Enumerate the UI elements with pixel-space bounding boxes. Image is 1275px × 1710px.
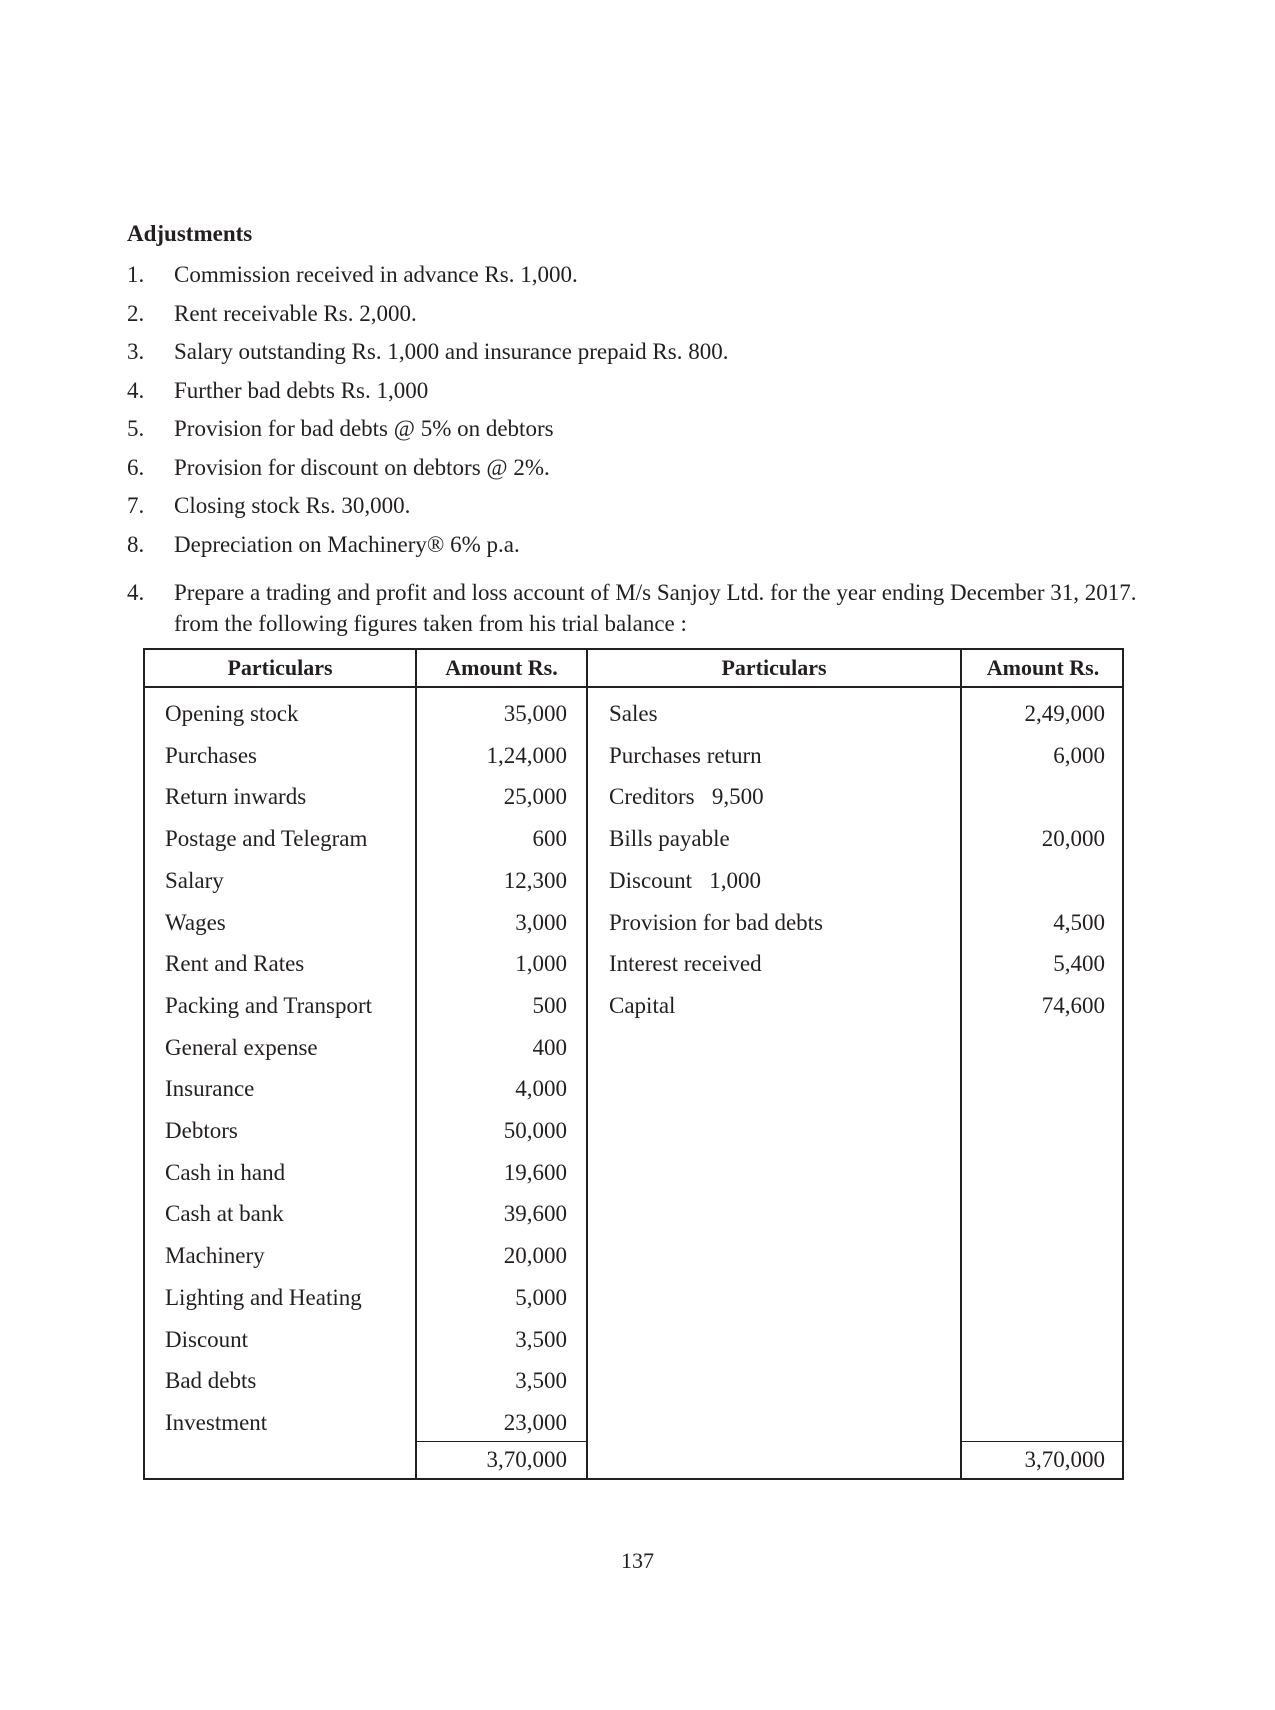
- item-text: Salary outstanding Rs. 1,000 and insurance prepaid Rs. 800.: [174, 339, 729, 364]
- right-row-label: Interest received: [609, 951, 762, 977]
- list-item: [127, 374, 1127, 413]
- left-row-label: Insurance: [165, 1076, 255, 1102]
- total-rule-left: [417, 1441, 586, 1442]
- list-item: [127, 335, 1127, 374]
- right-row-label: Sales: [609, 701, 658, 726]
- left-total: 3,70,000: [486, 1447, 567, 1472]
- left-row-label: Debtors: [165, 1118, 238, 1143]
- right-row-amount: 20,000: [1041, 826, 1105, 852]
- right-row-label: Purchases return: [609, 742, 762, 768]
- list-item: [127, 297, 1127, 336]
- item-number: 8.: [127, 531, 145, 557]
- left-row-label: Opening stock: [165, 701, 299, 726]
- adjustments-list: [127, 258, 1127, 566]
- column-divider: [960, 650, 962, 1478]
- adjustments-heading: Adjustments: [127, 221, 253, 246]
- left-row-amount: 1,000: [515, 951, 567, 977]
- list-item: [127, 489, 1127, 528]
- left-row-label: Packing and Transport: [165, 992, 372, 1018]
- item-number: 2.: [127, 300, 145, 326]
- left-row-amount: 3,500: [515, 1368, 567, 1394]
- left-row-label: Return inwards: [165, 784, 307, 810]
- item-text: Commission received in advance Rs. 1,000.: [174, 262, 578, 287]
- left-row-label: Lighting and Heating: [165, 1284, 362, 1310]
- left-row-amount: 19,600: [503, 1159, 567, 1185]
- page-number: 137: [621, 1548, 654, 1573]
- list-item: [127, 412, 1127, 451]
- left-row-label: Cash in hand: [165, 1159, 286, 1185]
- left-row-amount: 400: [532, 1034, 567, 1060]
- item-number: 3.: [127, 339, 145, 364]
- item-number: 6.: [127, 454, 145, 480]
- item-text: Depreciation on Machinery® 6% p.a.: [174, 531, 520, 557]
- left-row-label: Machinery: [165, 1243, 265, 1269]
- left-row-amount: 3,500: [515, 1326, 567, 1352]
- right-row-amount: 4,500: [1053, 909, 1105, 935]
- left-row-label: General expense: [165, 1034, 318, 1060]
- left-row-label: Wages: [165, 909, 226, 935]
- item-number: 5.: [127, 416, 145, 441]
- right-row-label: Capital: [609, 992, 676, 1018]
- question-text: Prepare a trading and profit and loss account of M/s Sanjoy Ltd. for the year ending December 31, 2017. from the following figures taken from his trial balance :: [174, 580, 1137, 636]
- left-row-label: Postage and Telegram: [165, 826, 368, 852]
- left-row-amount: 35,000: [503, 701, 567, 726]
- list-item: [127, 528, 1127, 567]
- right-row-amount: 74,600: [1041, 992, 1105, 1018]
- right-total: 3,70,000: [1024, 1447, 1105, 1472]
- left-row-label: Purchases: [165, 742, 257, 768]
- header-particulars-right: Particulars: [721, 655, 827, 680]
- left-row-amount: 3,000: [515, 909, 567, 935]
- question-number: 4.: [127, 580, 145, 605]
- left-row-amount: 12,300: [503, 867, 567, 893]
- left-row-amount: 25,000: [503, 784, 567, 810]
- item-text: Provision for bad debts @ 5% on debtors: [174, 416, 554, 441]
- total-rule-right: [962, 1441, 1124, 1442]
- left-row-label: Discount: [165, 1326, 249, 1352]
- list-item: [127, 258, 1127, 297]
- right-row-label: Creditors 9,500: [609, 784, 764, 810]
- left-row-amount: 39,600: [503, 1201, 567, 1227]
- left-row-amount: 23,000: [503, 1409, 567, 1435]
- right-row-label: Provision for bad debts: [609, 909, 824, 935]
- header-particulars-left: Particulars: [227, 655, 333, 680]
- item-number: 4.: [127, 377, 145, 403]
- left-row-amount: 600: [532, 826, 567, 852]
- item-text: Closing stock Rs. 30,000.: [174, 493, 411, 518]
- left-row-label: Bad debts: [165, 1368, 257, 1394]
- column-divider: [586, 650, 588, 1478]
- right-row-amount: 2,49,000: [1024, 701, 1105, 726]
- left-row-label: Salary: [165, 867, 224, 893]
- item-text: Rent receivable Rs. 2,000.: [174, 300, 417, 326]
- right-row-label: Bills payable: [609, 826, 730, 852]
- left-row-amount: 4,000: [515, 1076, 567, 1102]
- left-row-amount: 500: [532, 992, 567, 1018]
- list-item: [127, 451, 1127, 490]
- left-row-amount: 50,000: [503, 1118, 567, 1143]
- trial-balance-table: [143, 648, 1124, 1480]
- header-divider: [145, 686, 1122, 688]
- right-row-label: Discount 1,000: [609, 867, 762, 893]
- item-number: 1.: [127, 262, 145, 287]
- left-row-label: Rent and Rates: [165, 951, 305, 977]
- left-row-amount: 5,000: [515, 1284, 567, 1310]
- left-row-amount: 20,000: [503, 1243, 567, 1269]
- item-number: 7.: [127, 493, 145, 518]
- left-row-label: Cash at bank: [165, 1201, 284, 1227]
- header-amount-right: Amount Rs.: [986, 655, 1100, 680]
- header-amount-left: Amount Rs.: [445, 655, 558, 680]
- item-text: Further bad debts Rs. 1,000: [174, 377, 429, 403]
- item-text: Provision for discount on debtors @ 2%.: [174, 454, 550, 480]
- left-row-label: Investment: [165, 1409, 268, 1435]
- right-row-amount: 6,000: [1053, 742, 1105, 768]
- right-row-amount: 5,400: [1053, 951, 1105, 977]
- left-row-amount: 1,24,000: [486, 742, 567, 768]
